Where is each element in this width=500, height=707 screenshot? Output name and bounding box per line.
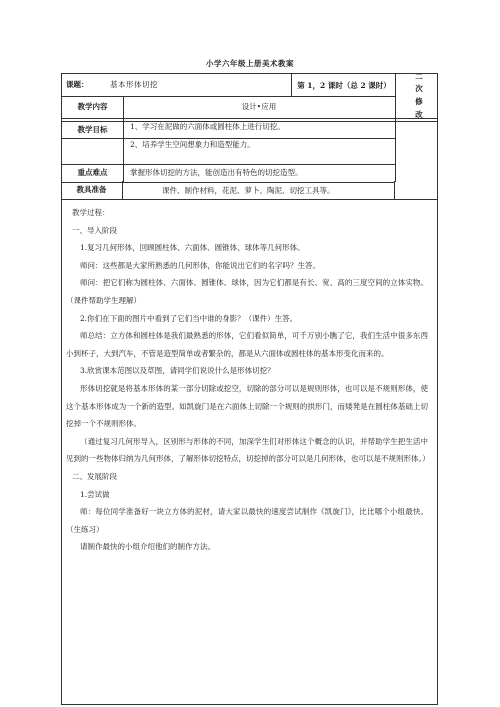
process-paragraph: （通过复习几何形导入，区别形与形体的不同，加深学生们对形体这个概念的认识，并帮助学生把生活中见到的一些物体归纳为几何形体，了解形体切挖特点，切挖掉的部分可以是几何形体，也可以是不规则形体。） [66,436,430,464]
row-divider [61,199,437,200]
key-value: 掌握形体切挖的方法，能创造出有特色的切挖造型。 [130,168,303,177]
process-paragraph: 形体切挖就是将基本形体的某一部分切除或挖空，切除的部分可以是规则形体，也可以是不规则形体，使这个基本形体成为一个新的造型。如凯旋门是在六面体上切除一个规则的拱形门，而矮凳是在圆柱体基础上切挖掉一个不规则形体。 [66,383,428,429]
process-paragraph: 师问：这些都是大家所熟悉的几何形体，你能说出它们的名字吗？生答。 [80,260,320,270]
process-paragraph: 师问：把它们称为圆柱体、六面体、圆锥体、球体，因为它们都是有长、宽、高的三度空间的立体实物。（课件帮助学生理解） [66,278,428,305]
content-value: 设计•应用 [241,102,277,112]
tools-label: 教具准备 [76,185,107,195]
process-paragraph: 请制作最快的小组介绍他们的制作方法。 [80,542,215,552]
row-divider [62,138,395,139]
goal-list [130,122,390,131]
period-info: 第 1，2 课时（总 2 课时） [297,81,391,91]
col-divider [291,74,292,96]
topic-label: 课题： [66,80,89,89]
process-paragraph: 2.你们在下面的图片中看到了它们当中谁的身影？（课件）生答。 [80,313,298,323]
goal-list-2 [130,140,390,150]
process-paragraph: 1.复习几何形体，回顾圆柱体、六面体、圆锥体、球体等几何形体。 [80,243,305,253]
content-label: 教学内容 [77,102,108,112]
col-divider [122,181,123,199]
col-divider [394,181,395,199]
lesson-plan-table [61,73,438,705]
teaching-process [62,200,438,556]
goal-item-2: 2、培养学生空间想象力和造型能力。 [130,140,255,149]
process-paragraph: 教学过程： [72,208,110,217]
process-paragraph: 师总结：立方体和圆柱体是我们最熟悉的形体，它们看似简单，可千万别小瞧了它，我们生活中很多东西小到杯子，大到汽车，不管是造型简单或者繁杂的，都是从六面体或圆柱体的基本形变化而来的。 [66,331,428,358]
process-paragraph: 3.欣赏课本范图以及草图，请同学们说说什么是形体切挖？ [80,366,275,376]
goal-item-1: 1、学习在泥做的六面体或圆柱体上进行切挖。 [130,122,285,131]
topic-value: 基本形体切挖 [110,80,158,89]
process-paragraph: 师：每位同学准备好一块立方体的泥材，请大家以最快的速度尝试制作《凯旋门》，比比哪个小组最快。（生练习） [66,507,428,534]
revision-header: 二次修改 [415,71,423,119]
goal-label: 教学目标 [77,124,108,134]
tools-value: 课件、制作材料，花泥、萝卜、陶泥、切挖工具等。 [162,186,335,195]
process-paragraph: 一、导入阶段 [72,225,117,235]
process-paragraph: 二、发展阶段 [72,471,117,481]
document-title: 小学六年级上册美术教案 [206,59,294,68]
key-label: 重点难点 [77,168,108,178]
row-divider [62,118,438,119]
process-paragraph: 1.尝试做 [80,489,110,499]
col-divider [395,74,396,182]
